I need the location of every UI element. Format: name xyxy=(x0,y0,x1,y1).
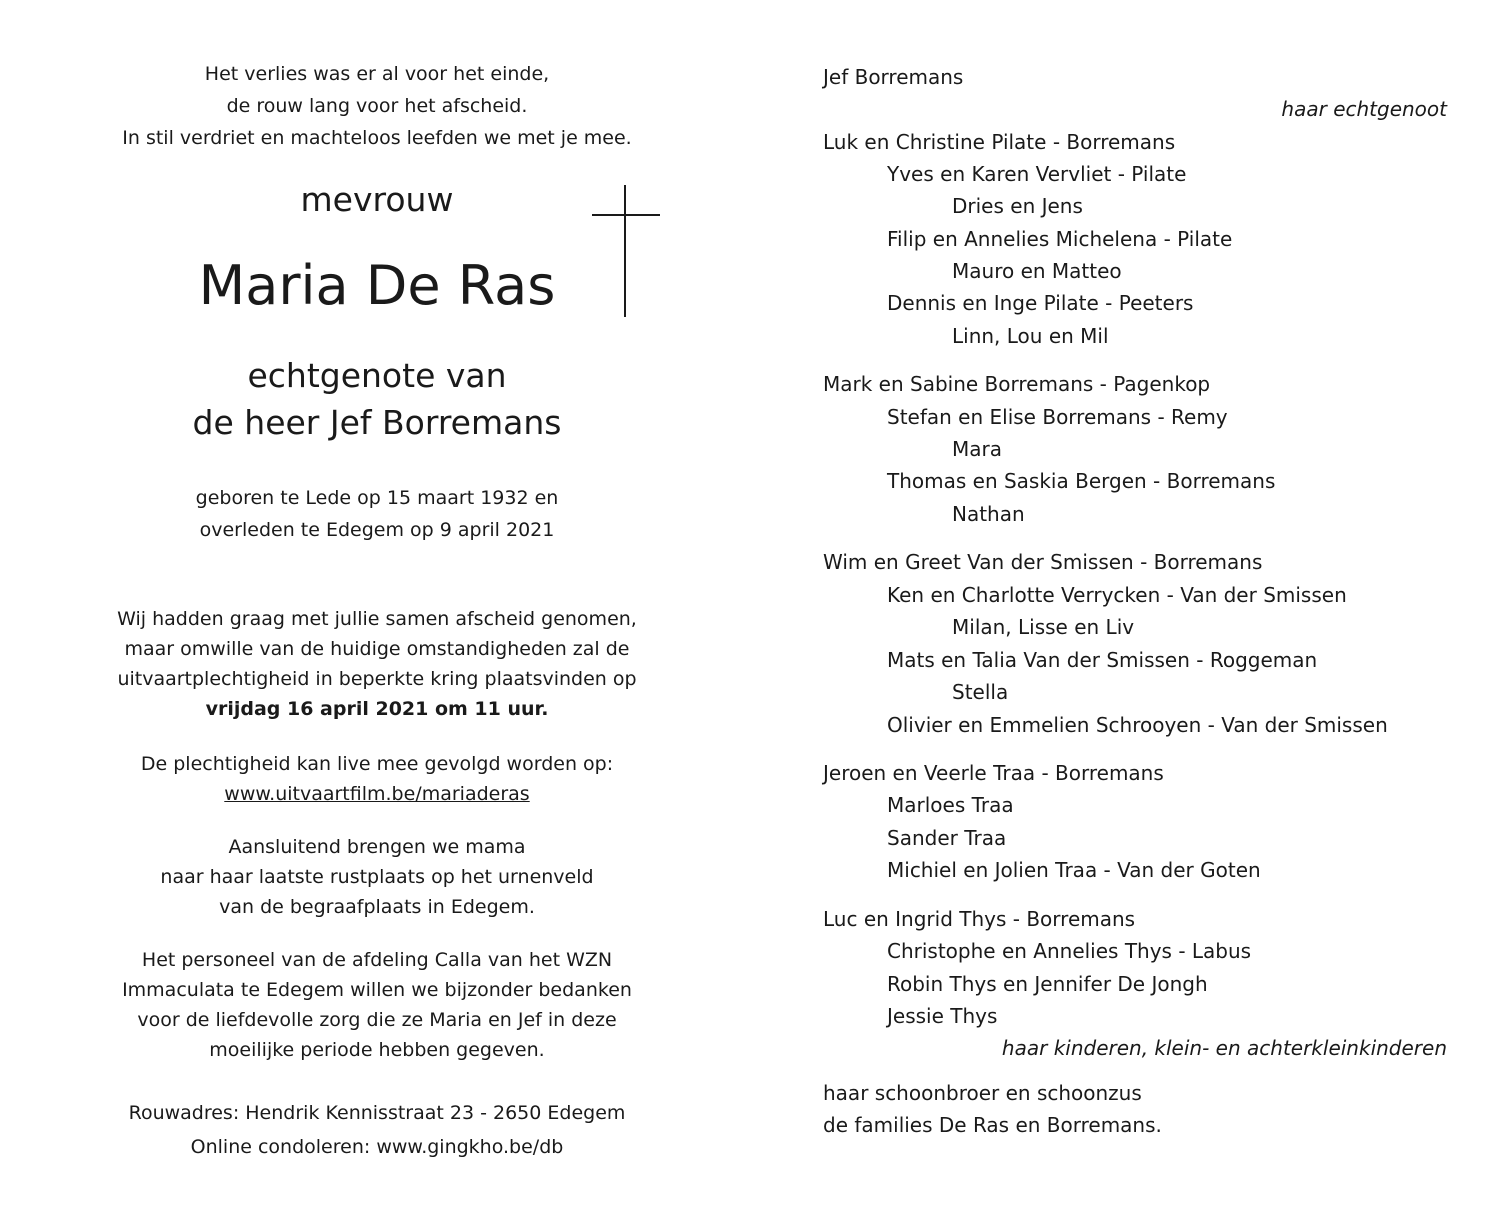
ceremony-line: uitvaartplechtigheid in beperkte kring plaatsvinden op xyxy=(117,668,637,690)
in-laws: haar schoonbroer en schoonzus xyxy=(823,1081,1142,1105)
spouse-line: de heer Jef Borremans xyxy=(192,403,562,442)
grandchild: Stefan en Elise Borremans - Remy xyxy=(887,405,1228,429)
burial-line: Aansluitend brengen we mama xyxy=(228,836,526,858)
grandchild: Ken en Charlotte Verrycken - Van der Smissen xyxy=(887,583,1347,607)
contact-info xyxy=(60,1096,694,1164)
ceremony-paragraph xyxy=(60,604,694,724)
great-grandchildren: Mara xyxy=(952,437,1002,461)
thanks-paragraph xyxy=(60,945,694,1065)
livestream-paragraph xyxy=(60,749,694,809)
great-grandchildren: Stella xyxy=(952,680,1009,704)
great-grandchildren: Nathan xyxy=(952,502,1025,526)
grandchild: Mats en Talia Van der Smissen - Roggeman xyxy=(887,648,1318,672)
thanks-line: moeilijke periode hebben gegeven. xyxy=(209,1039,545,1061)
poem-line: Het verlies was er al voor het einde, xyxy=(204,63,550,85)
grandchild: Robin Thys en Jennifer De Jongh xyxy=(887,972,1208,996)
grandchild: Christophe en Annelies Thys - Labus xyxy=(887,939,1252,963)
burial-line: van de begraafplaats in Edegem. xyxy=(219,896,535,918)
families: de families De Ras en Borremans. xyxy=(823,1113,1162,1137)
husband-role: haar echtgenoot xyxy=(1281,97,1447,121)
burial-paragraph xyxy=(60,832,694,922)
thanks-line: Immaculata te Edegem willen we bijzonder bedanken xyxy=(122,979,632,1001)
children-role: haar kinderen, klein- en achterkleinkinderen xyxy=(1001,1036,1447,1060)
family-head: Luc en Ingrid Thys - Borremans xyxy=(823,907,1136,931)
ceremony-line: maar omwille van de huidige omstandigheden zal de xyxy=(124,638,630,660)
family-head: Wim en Greet Van der Smissen - Borremans xyxy=(823,550,1263,574)
death-line: overleden te Edegem op 9 april 2021 xyxy=(199,519,555,541)
great-grandchildren: Dries en Jens xyxy=(952,194,1083,218)
family-head: Mark en Sabine Borremans - Pagenkop xyxy=(823,372,1211,396)
thanks-line: voor de liefdevolle zorg die ze Maria en Jef in deze xyxy=(137,1009,617,1031)
great-grandchildren: Linn, Lou en Mil xyxy=(952,324,1109,348)
thanks-line: Het personeel van de afdeling Calla van het WZN xyxy=(141,949,613,971)
great-grandchildren: Milan, Lisse en Liv xyxy=(952,615,1135,639)
title: mevrouw xyxy=(300,180,454,219)
grandchild: Thomas en Saskia Bergen - Borremans xyxy=(887,469,1276,493)
spouse-line: echtgenote van xyxy=(247,356,507,395)
grandchild: Dennis en Inge Pilate - Peeters xyxy=(887,291,1194,315)
birth-line: geboren te Lede op 15 maart 1932 en xyxy=(195,487,559,509)
family-head: Jeroen en Veerle Traa - Borremans xyxy=(823,761,1164,785)
grandchild: Marloes Traa xyxy=(887,793,1014,817)
grandchild: Sander Traa xyxy=(887,826,1007,850)
poem xyxy=(60,58,694,154)
husband-name: Jef Borremans xyxy=(823,65,964,89)
mourning-address: Rouwadres: Hendrik Kennisstraat 23 - 2650 Edegem xyxy=(128,1102,626,1124)
spouse-info xyxy=(60,352,694,446)
ceremony-line: Wij hadden graag met jullie samen afscheid genomen, xyxy=(117,608,637,630)
ceremony-date: vrijdag 16 april 2021 om 11 uur. xyxy=(205,698,549,720)
livestream-text: De plechtigheid kan live mee gevolgd worden op: xyxy=(140,753,614,775)
cross-icon xyxy=(592,185,660,317)
burial-line: naar haar laatste rustplaats op het urnenveld xyxy=(160,866,594,888)
grandchild: Jessie Thys xyxy=(887,1004,998,1028)
birth-death-info xyxy=(60,482,694,546)
grandchild: Yves en Karen Vervliet - Pilate xyxy=(887,162,1187,186)
grandchild: Olivier en Emmelien Schrooyen - Van der Smissen xyxy=(887,713,1388,737)
poem-line: de rouw lang voor het afscheid. xyxy=(226,95,528,117)
grandchild: Filip en Annelies Michelena - Pilate xyxy=(887,227,1233,251)
livestream-link[interactable]: www.uitvaartfilm.be/mariaderas xyxy=(224,783,530,805)
great-grandchildren: Mauro en Matteo xyxy=(952,259,1122,283)
poem-line: In stil verdriet en machteloos leefden we met je mee. xyxy=(122,127,632,149)
deceased-name: Maria De Ras xyxy=(198,254,556,317)
family-head: Luk en Christine Pilate - Borremans xyxy=(823,130,1176,154)
grandchild: Michiel en Jolien Traa - Van der Goten xyxy=(887,858,1261,882)
online-condolence: Online condoleren: www.gingkho.be/db xyxy=(190,1136,564,1158)
